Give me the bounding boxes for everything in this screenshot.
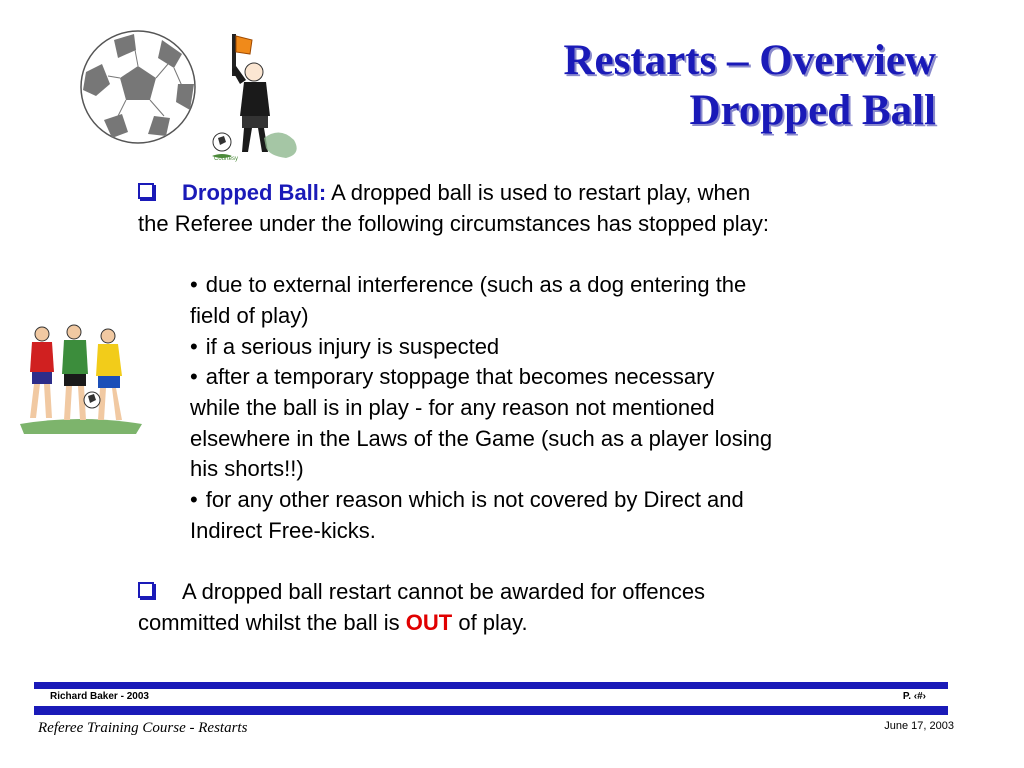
footer-top-bar [34, 682, 948, 689]
paragraph-2-text-b: committed whilst the ball is [138, 609, 406, 635]
bullet-4-line-2: Indirect Free-kicks. [190, 517, 376, 543]
slide-title [563, 36, 936, 136]
bullet-dot-icon: • [190, 272, 198, 298]
footer-author: Richard Baker - 2003 [50, 691, 149, 702]
title-line-1: Restarts – Overview [563, 37, 936, 84]
title-line-2: Dropped Ball [689, 87, 936, 134]
paragraph-2-text-a: A dropped ball restart cannot be awarded for offences [182, 579, 706, 605]
paragraph-1-text-b: the Referee under the following circumstances has stopped play: [138, 210, 770, 236]
bullet-dot-icon: • [190, 487, 198, 513]
out-emphasis: OUT [405, 609, 453, 635]
bullet-1-line-2: field of play) [190, 302, 309, 328]
bullet-1-line-1: due to external interference (such as a dog entering the [205, 272, 747, 298]
checkbox-bullet-icon [138, 183, 154, 199]
bullet-3-line-2: while the ball is in play - for any reason not mentioned [190, 394, 715, 420]
soccer-ball-icon [78, 28, 198, 146]
bullet-item [190, 270, 880, 331]
dropped-ball-lead: Dropped Ball: [182, 180, 327, 205]
bullet-2-line-1: if a serious injury is suspected [205, 333, 500, 359]
svg-text:Courtesy: Courtesy [214, 156, 239, 162]
footer-bottom-bar [34, 706, 948, 715]
checkbox-bullet-icon [138, 582, 154, 598]
bullet-item [190, 362, 880, 485]
paragraph-2-text-c: of play. [452, 609, 528, 635]
paragraph-1-text-a: A dropped ball is used to restart play, when [326, 180, 751, 205]
footer-course-title: Referee Training Course - Restarts [38, 720, 248, 736]
bullet-3-line-1: after a temporary stoppage that becomes necessary [205, 364, 715, 390]
bullet-dot-icon: • [190, 364, 198, 390]
bullet-4-line-1: for any other reason which is not covered by Direct and [205, 487, 744, 513]
referee-illustration [206, 30, 306, 164]
bullet-item [190, 485, 880, 546]
paragraph-2 [138, 577, 898, 638]
bullet-item [190, 332, 880, 363]
players-illustration [16, 320, 146, 436]
paragraph-1 [138, 178, 898, 239]
slide-body [138, 178, 898, 639]
bullet-dot-icon: • [190, 333, 198, 359]
footer-date: June 17, 2003 [884, 720, 954, 732]
bullet-3-line-3: elsewhere in the Laws of the Game (such as a player losing [190, 425, 773, 451]
footer-page-number: P. ‹#› [902, 691, 926, 702]
bullet-3-line-4: his shorts!!) [190, 456, 304, 482]
